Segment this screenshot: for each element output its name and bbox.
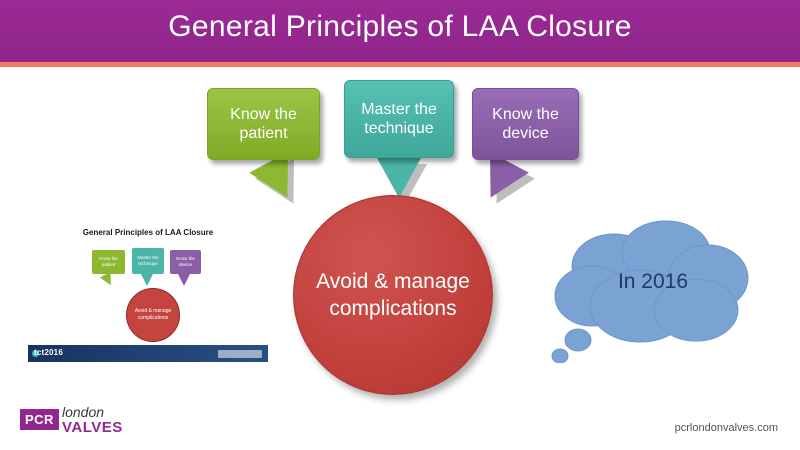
box-know-the-device: [472, 88, 579, 160]
arrow-down-middle-icon: [377, 158, 421, 198]
thumbnail-central-circle: [126, 288, 180, 342]
thumbnail-box-master-the-technique-label: Master the technique: [137, 255, 159, 266]
header-band: [0, 0, 800, 62]
page-title: General Principles of LAA Closure: [168, 10, 632, 43]
box-know-the-patient: [207, 88, 320, 160]
logo-london-text: london: [62, 404, 105, 420]
central-circle: [293, 195, 493, 395]
thumbnail-footer-logo: tct2016: [34, 348, 63, 357]
footer-url: pcrlondonvalves.com: [674, 422, 778, 434]
thumbnail-arrow-left-icon: [100, 272, 116, 288]
logo-valves-text: VALVES: [62, 419, 123, 436]
thumbnail-box-know-the-device: [170, 250, 201, 274]
thumbnail-box-master-the-technique: [132, 248, 164, 274]
slide-thumbnail: [28, 222, 268, 362]
thumbnail-arrow-middle-icon: [141, 274, 153, 286]
cloud-label: In 2016: [617, 270, 689, 293]
box-know-the-device-label: Know the device: [492, 106, 559, 142]
central-circle-label: Avoid & manage complications: [316, 270, 470, 320]
thumbnail-central-circle-label: Avoid & manage complications: [134, 308, 172, 321]
pcr-london-valves-logo: [20, 404, 140, 438]
thumbnail-box-know-the-patient: [92, 250, 125, 274]
logo-badge: PCR: [20, 409, 59, 430]
thumbnail-box-know-the-patient-label: Know the patient: [99, 256, 118, 267]
box-master-the-technique-label: Master the technique: [361, 101, 437, 137]
box-know-the-patient-label: Know the patient: [230, 106, 297, 142]
thumbnail-title: General Principles of LAA Closure: [82, 228, 214, 237]
thought-cloud: [548, 218, 758, 363]
thumbnail-arrow-right-icon: [178, 274, 190, 286]
thumbnail-footer-mark: [218, 350, 262, 358]
thumbnail-footer: [28, 345, 268, 362]
header-divider: [0, 62, 800, 67]
thumbnail-box-know-the-device-label: Know the device: [176, 256, 195, 267]
box-master-the-technique: [344, 80, 454, 158]
